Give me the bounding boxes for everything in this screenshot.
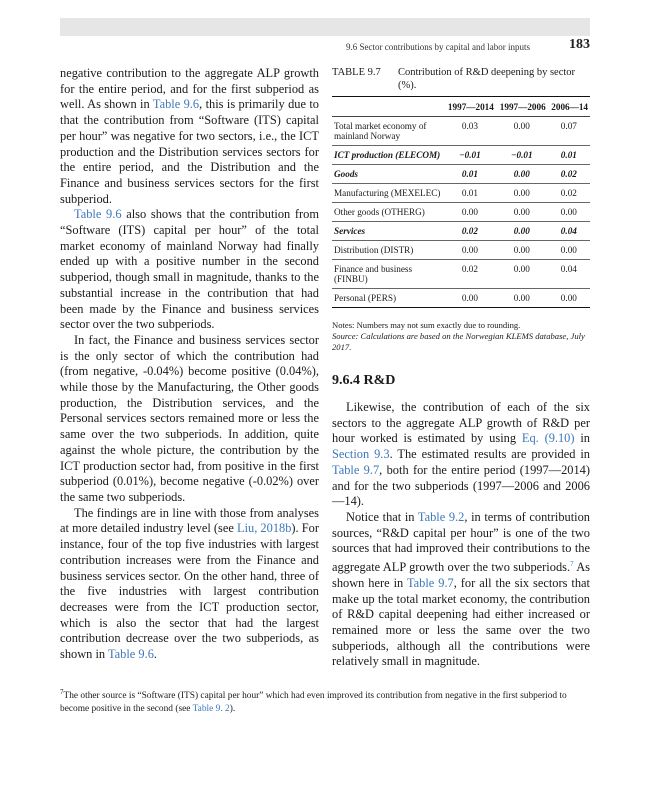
value-cell: 0.00 xyxy=(444,203,496,222)
section-heading: 9.6.4 R&D xyxy=(332,373,396,388)
sector-cell: Total market economy of mainland Norway xyxy=(332,117,444,146)
value-cell: −0.01 xyxy=(444,146,496,165)
value-cell: 0.00 xyxy=(496,203,548,222)
table-row xyxy=(332,203,590,222)
value-cell: −0.01 xyxy=(496,146,548,165)
value-cell: 0.03 xyxy=(444,117,496,146)
value-cell: 0.04 xyxy=(548,260,590,289)
table-row xyxy=(332,165,590,184)
table-9-2-link[interactable]: Table 9. 2 xyxy=(192,703,230,714)
footnote-marker: 7 xyxy=(60,688,64,696)
table-9-6-link[interactable]: Table 9.6 xyxy=(74,207,122,222)
sector-cell: ICT production (ELECOM) xyxy=(332,146,444,165)
header-bar xyxy=(60,18,590,36)
table-9-7-link[interactable]: Table 9.7 xyxy=(332,462,380,477)
sector-cell: Finance and business (FINBU) xyxy=(332,260,444,289)
eq-9-10-link[interactable]: Eq. (9.10) xyxy=(521,431,575,446)
column-header: 1997—2006 xyxy=(496,97,548,117)
value-cell: 0.01 xyxy=(444,165,496,184)
page-number: 183 xyxy=(569,37,590,52)
column-header: 2006—14 xyxy=(548,97,590,117)
right-paragraph-2: Notice that in Table 9.2, in terms of contribution sources, “R&D capital per hour” is one of the two sources that had improved their contributions to the aggregate ALP growth over the two subperiods.$^7$ As shown here in Table 9.7, for all the six sectors that make up the total market economy, the contribution of R&D capital deepening had either increased or remained more or less the same over the two subperiods, although all the contributions were relatively small in magnitude. xyxy=(332,509,591,669)
value-cell: 0.01 xyxy=(444,184,496,203)
running-title: 9.6 Sector contributions by capital and labor inputs xyxy=(346,42,530,52)
column-header: 1997—2014 xyxy=(444,97,496,117)
table-notes xyxy=(332,320,590,354)
value-cell: 0.00 xyxy=(548,289,590,308)
value-cell: 0.00 xyxy=(496,241,548,260)
footnote-ref[interactable]: 7 xyxy=(570,560,574,569)
table-row xyxy=(332,289,590,308)
value-cell: 0.02 xyxy=(548,184,590,203)
running-head xyxy=(60,37,590,56)
table-row xyxy=(332,260,590,289)
value-cell: 0.02 xyxy=(444,222,496,241)
table-9-7-link[interactable]: Table 9.7 xyxy=(406,575,454,590)
column-header xyxy=(332,97,444,117)
table-note: Notes: Numbers may not sum exactly due to rounding. xyxy=(332,320,521,330)
sector-cell: Distribution (DISTR) xyxy=(332,241,444,260)
right-column xyxy=(332,400,590,670)
sector-cell: Services xyxy=(332,222,444,241)
section-9-3-link[interactable]: Section 9.3 xyxy=(332,447,390,462)
left-paragraph-1: negative contribution to the aggregate ALP growth for the entire period, and for the first subperiod as well. As shown in Table 9.6, this is primarily due to that the contribution from “Software (ITS) capital per hour” was negative for two sectors, i.e., the ICT production and the Distribution services sectors for the entire period, and the Distribution and the Finance and business services sectors for the first subperiod. xyxy=(60,66,319,206)
table-row xyxy=(332,117,590,146)
sector-cell: Goods xyxy=(332,165,444,184)
table-source: Source: Calculations are based on the Norwegian KLEMS database, July 2017. xyxy=(332,331,585,353)
value-cell: 0.00 xyxy=(496,184,548,203)
table-header-row xyxy=(332,97,590,117)
table-9-6-link[interactable]: Table 9.6 xyxy=(107,647,154,662)
left-paragraph-2: Table 9.6 also shows that the contribution from “Software (ITS) capital per hour” of the total market economy of mainland Norway had finally ended up with a positive number in the second subperiod, though small in magnitude, thanks to the substantial increase in the contribution that had been made by the Finance and business services sector over the two subperiods. xyxy=(60,207,319,332)
sector-cell: Personal (PERS) xyxy=(332,289,444,308)
table-caption-text: Contribution of R&D deepening by sector (%). xyxy=(398,67,576,91)
value-cell: 0.00 xyxy=(548,241,590,260)
value-cell: 0.00 xyxy=(444,289,496,308)
right-paragraph-1: Likewise, the contribution of each of the six sectors to the aggregate ALP growth of R&D per hour worked is estimated by using Eq. (9.10) in Section 9.3. The estimated results are provided in Table 9.7, both for the entire period (1997—2014) and for the two subperiods (1997—2006 and 2006—14). xyxy=(332,400,590,509)
sector-cell: Manufacturing (MEXELEC) xyxy=(332,184,444,203)
table-9-7 xyxy=(332,96,590,308)
table-row xyxy=(332,222,590,241)
value-cell: 0.01 xyxy=(548,146,590,165)
value-cell: 0.02 xyxy=(444,260,496,289)
sector-cell: Other goods (OTHERG) xyxy=(332,203,444,222)
value-cell: 0.00 xyxy=(496,222,548,241)
value-cell: 0.00 xyxy=(496,260,548,289)
footnote: $^7$The other source is “Software (ITS) capital per hour” which had even improved its contribution from negative in the first subperiod to become positive in the second (see Table 9. 2). xyxy=(60,688,567,714)
table-row xyxy=(332,184,590,203)
value-cell: 0.07 xyxy=(548,117,590,146)
value-cell: 0.00 xyxy=(496,165,548,184)
value-cell: 0.00 xyxy=(496,117,548,146)
table-9-2-link[interactable]: Table 9.2 xyxy=(417,509,465,524)
value-cell: 0.00 xyxy=(444,241,496,260)
table-row xyxy=(332,146,590,165)
value-cell: 0.00 xyxy=(548,203,590,222)
value-cell: 0.00 xyxy=(496,289,548,308)
value-cell: 0.02 xyxy=(548,165,590,184)
left-paragraph-3: In fact, the Finance and business services sector is the only sector of which the contribution had (from negative, -0.04%) become positive (0.04%), while those by the Manufacturing, the Other goods production, the Distribution services, and the Personal services sectors remained more or less the same over the two subperiods. In addition, quite against the whole picture, the contribution by the ICT production sector had, from positive in the first subperiod (0.01%), become negative (-0.02%) over the same two subperiods. xyxy=(60,332,319,504)
table-label: TABLE 9.7 xyxy=(332,67,381,78)
table-9-6-link[interactable]: Table 9.6 xyxy=(152,97,200,112)
left-column xyxy=(60,66,319,663)
left-paragraph-4: The findings are in line with those from analyses at more detailed industry level (see Liu, 2018b). For instance, four of the top five industries with largest contribution increases were from the Finance and business services sector. On the other hand, three of the five industries with largest contribution decreases were from the ICT production sector, which is also the sector that had the largest contribution decrease over the two subperiods, as shown in Table 9.6. xyxy=(60,505,319,662)
value-cell: 0.04 xyxy=(548,222,590,241)
liu-2018b-link[interactable]: Liu, 2018b xyxy=(237,521,292,536)
table-row xyxy=(332,241,590,260)
